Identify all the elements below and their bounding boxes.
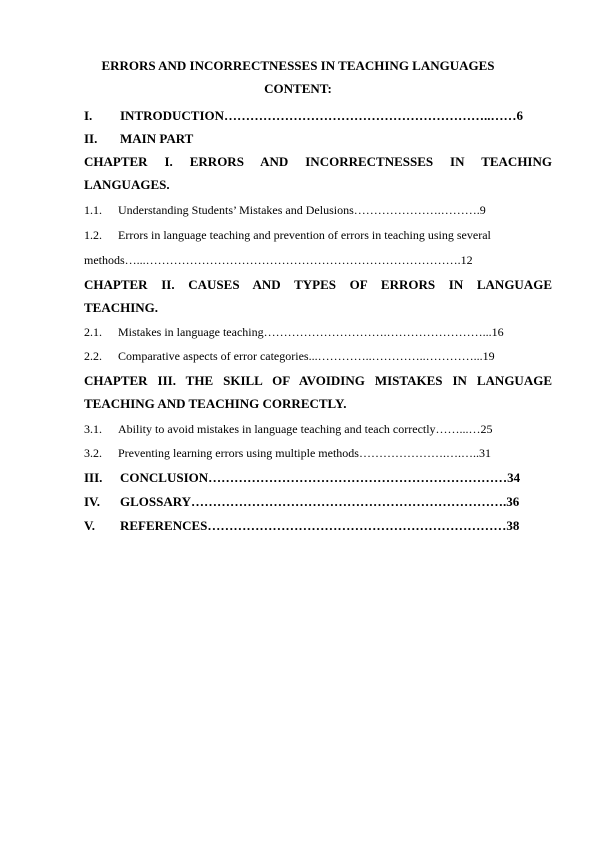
toc-number: V. xyxy=(84,518,95,533)
toc-number: 2.1. xyxy=(84,325,102,339)
toc-section-1-1 xyxy=(84,203,552,218)
toc-chapter-2-line-1: CHAPTER II. CAUSES AND TYPES OF ERRORS IN LANGUAGE xyxy=(84,277,552,292)
toc-number: 3.1. xyxy=(84,422,102,436)
toc-section-1-2-line-1 xyxy=(84,228,552,243)
document-title: ERRORS AND INCORRECTNESSES IN TEACHING LANGUAGES xyxy=(101,58,495,73)
toc-entry-main-part xyxy=(84,131,552,147)
toc-text: REFERENCES……………………………………………………………38 xyxy=(120,518,520,533)
toc-number: 2.2. xyxy=(84,349,102,363)
toc-text: Preventing learning errors using multiple methods………………….….…..31 xyxy=(118,446,491,460)
toc-text: Comparative aspects of error categories...…………..…………..…………...19 xyxy=(118,349,495,363)
toc-number: III. xyxy=(84,470,103,485)
toc-section-3-1 xyxy=(84,422,552,437)
toc-section-2-2 xyxy=(84,349,552,364)
toc-number: I. xyxy=(84,108,93,123)
content-heading: CONTENT: xyxy=(264,81,332,96)
toc-chapter-3-line-2: TEACHING AND TEACHING CORRECTLY. xyxy=(84,396,347,411)
toc-chapter-3-line-1: CHAPTER III. THE SKILL OF AVOIDING MISTAKES IN LANGUAGE xyxy=(84,373,552,388)
toc-text: INTRODUCTION……………………………………………………..……6 xyxy=(120,108,524,123)
toc-number: 1.2. xyxy=(84,228,102,242)
toc-entry-introduction xyxy=(84,108,552,124)
toc-section-3-2 xyxy=(84,446,552,461)
toc-section-1-2-line-2: methods…...…………………………………………………………………….12 xyxy=(84,253,473,267)
toc-text: GLOSSARY……………………………………………………………….36 xyxy=(120,494,520,509)
toc-entry-references xyxy=(84,518,552,534)
toc-entry-glossary xyxy=(84,494,552,510)
toc-text: Ability to avoid mistakes in language teaching and teach correctly……...…25 xyxy=(118,422,493,436)
toc-chapter-1-line-2: LANGUAGES. xyxy=(84,177,170,192)
toc-chapter-2-line-2: TEACHING. xyxy=(84,300,159,315)
toc-section-2-1 xyxy=(84,325,552,340)
toc-text: MAIN PART xyxy=(120,131,194,146)
toc-text: Mistakes in language teaching………………………….……………………...16 xyxy=(118,325,504,339)
toc-entry-conclusion xyxy=(84,470,552,486)
toc-number: 3.2. xyxy=(84,446,102,460)
toc-text: Errors in language teaching and prevention of errors in teaching using several xyxy=(118,228,491,242)
toc-number: 1.1. xyxy=(84,203,102,217)
toc-text: CONCLUSION……………………………………………………………34 xyxy=(120,470,521,485)
toc-number: II. xyxy=(84,131,98,146)
toc-chapter-1-line-1: CHAPTER I. ERRORS AND INCORRECTNESSES IN TEACHING xyxy=(84,154,552,169)
toc-number: IV. xyxy=(84,494,101,509)
toc-text: Understanding Students’ Mistakes and Delusions………………….……….9 xyxy=(118,203,486,217)
